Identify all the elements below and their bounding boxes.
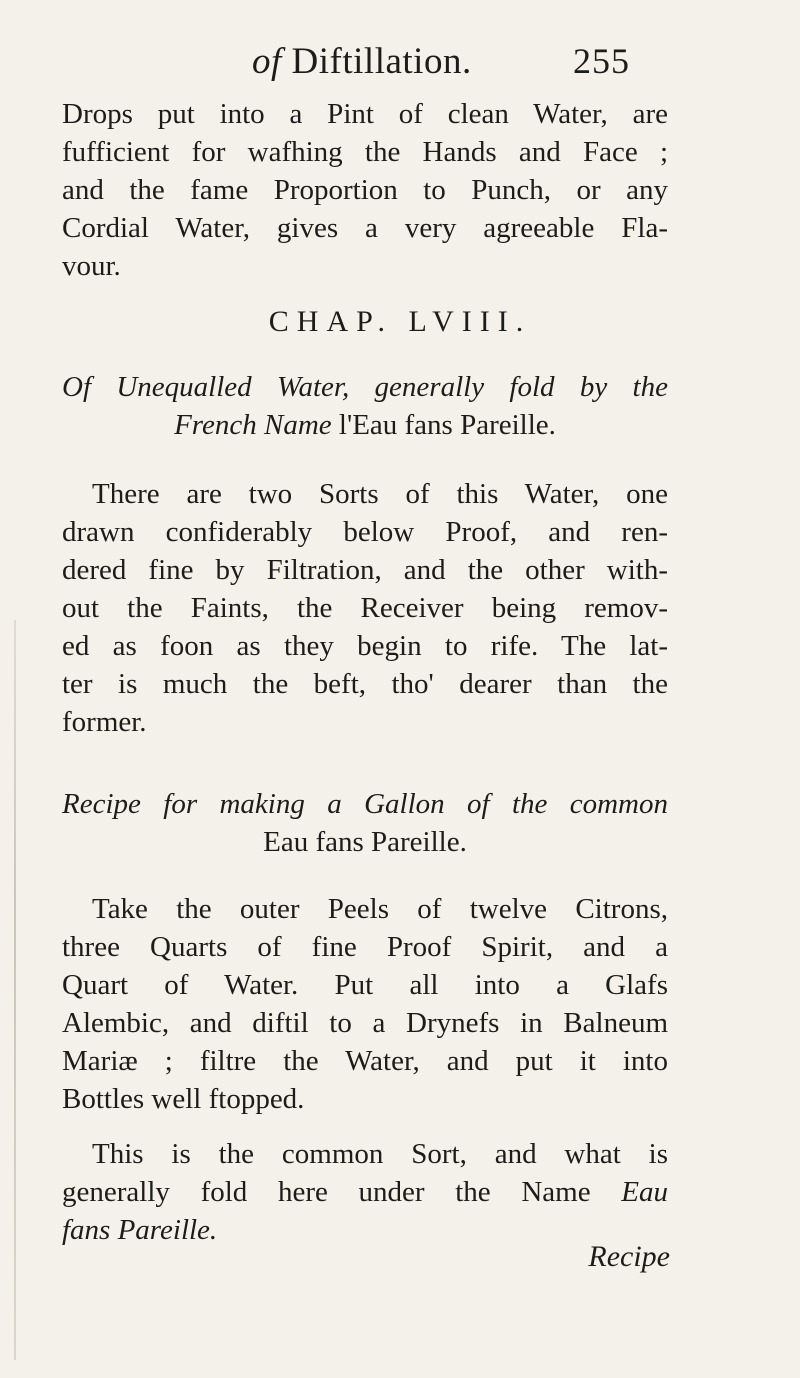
text-line: This is the common Sort, and what is — [92, 1138, 668, 1170]
running-head-title: Diftillation. — [291, 41, 472, 82]
paragraph-recipe — [62, 890, 668, 1118]
text-line: vour. — [62, 250, 121, 282]
chapter-title — [62, 368, 668, 444]
chapter-title-roman: l'Eau fans Pareille. — [338, 409, 556, 441]
text-line: Drops put into a Pint of clean Water, are — [62, 98, 668, 130]
running-head — [252, 40, 472, 83]
chapter-title-line — [62, 406, 668, 444]
chapter-heading: CHAP. LVIII. — [268, 305, 532, 338]
text-line: Alembic, and diftil to a Drynefs in Balneum — [62, 1007, 668, 1039]
catchword: Recipe — [588, 1240, 670, 1273]
text-line: and the fame Proportion to Punch, or any — [62, 174, 668, 206]
text-line: out the Faints, the Receiver being remov- — [62, 592, 668, 624]
page-header — [0, 40, 800, 90]
text-line: Cordial Water, gives a very agreeable Fla- — [62, 212, 668, 244]
chapter-title-line: Of Unequalled Water, generally fold by the — [62, 371, 668, 403]
text-line: three Quarts of fine Proof Spirit, and a — [62, 931, 668, 963]
text-line: There are two Sorts of this Water, one — [92, 478, 668, 510]
text-line: ed as foon as they begin to rife. The lat- — [62, 630, 668, 662]
text-line: ter is much the beft, tho' dearer than the — [62, 668, 668, 700]
recipe-heading — [62, 785, 668, 861]
recipe-heading-line: Recipe for making a Gallon of the common — [62, 788, 668, 820]
text-line — [62, 1173, 668, 1211]
text-line: fans Pareille. — [62, 1214, 218, 1246]
text-line: former. — [62, 706, 147, 738]
text-line: Bottles well ftopped. — [62, 1083, 305, 1115]
text-line: Take the outer Peels of twelve Citrons, — [92, 893, 668, 925]
running-head-prefix: of — [252, 41, 282, 82]
paragraph-closing — [62, 1135, 668, 1249]
recipe-heading-line: Eau fans Pareille. — [263, 826, 467, 858]
text-line: drawn confiderably below Proof, and ren- — [62, 516, 668, 548]
text-line: dered fine by Filtration, and the other with- — [62, 554, 668, 586]
page-gutter-shadow — [14, 620, 16, 1360]
text-line: fufficient for wafhing the Hands and Face ; — [62, 136, 668, 168]
text-line: Quart of Water. Put all into a Glafs — [62, 969, 668, 1001]
text-line: Mariæ ; filtre the Water, and put it into — [62, 1045, 668, 1077]
paragraph-sorts — [62, 475, 668, 741]
closing-roman: generally fold here under the Name — [62, 1176, 591, 1208]
chapter-title-italic: French Name — [174, 409, 332, 441]
closing-italic: Eau — [621, 1176, 669, 1208]
page-number: 255 — [573, 41, 630, 81]
intro-paragraph — [62, 95, 668, 285]
